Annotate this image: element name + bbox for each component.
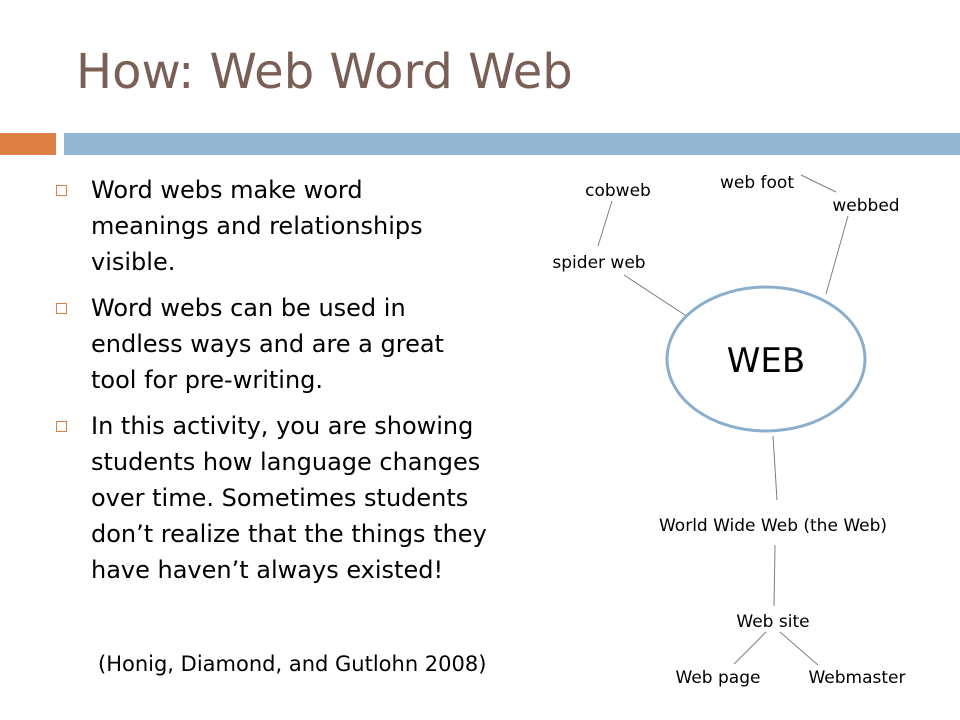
bullet-line: tool for pre-writing.	[91, 366, 324, 394]
bullet-line: meanings and relationships	[91, 212, 423, 240]
square-bullet-icon	[56, 303, 67, 314]
node-world-wide-web: World Wide Web (the Web)	[658, 516, 888, 536]
node-web-foot: web foot	[719, 173, 795, 193]
node-spider-web: spider web	[552, 253, 646, 273]
accent-band-blue	[64, 133, 960, 155]
bullet-line: have haven’t always existed!	[91, 556, 444, 584]
citation: (Honig, Diamond, and Gutlohn 2008)	[98, 652, 487, 676]
square-bullet-icon	[56, 421, 67, 432]
bullet-line: Word webs can be used in	[91, 294, 406, 322]
connector-cobweb-spiderweb	[598, 201, 612, 246]
accent-band-orange	[0, 133, 56, 155]
bullet-item	[56, 290, 556, 398]
square-bullet-icon	[56, 185, 67, 196]
connector-website-webpage	[734, 632, 766, 664]
center-label: WEB	[726, 341, 806, 381]
word-web-diagram	[520, 160, 960, 720]
node-cobweb: cobweb	[585, 181, 651, 201]
node-web-site: Web site	[736, 612, 810, 632]
node-webmaster: Webmaster	[808, 668, 906, 688]
bullet-line: don’t realize that the things they	[91, 520, 487, 548]
bullet-line: visible.	[91, 248, 176, 276]
connector-spiderweb-center	[624, 275, 688, 317]
connector-webfoot-webbed	[801, 175, 836, 192]
node-web-page: Web page	[675, 668, 761, 688]
bullet-line: students how language changes	[91, 448, 481, 476]
node-webbed: webbed	[832, 196, 900, 216]
bullet-item	[56, 408, 556, 588]
connector-center-www	[773, 436, 777, 500]
bullet-line: endless ways and are a great	[91, 330, 444, 358]
connector-webbed-center	[826, 216, 848, 294]
connector-www-website	[774, 545, 775, 606]
bullet-line: In this activity, you are showing	[91, 412, 474, 440]
slide-title: How: Web Word Web	[76, 44, 573, 100]
bullet-list	[56, 172, 556, 598]
bullet-line: over time. Sometimes students	[91, 484, 469, 512]
connector-website-webmaster	[780, 632, 818, 665]
bullet-item	[56, 172, 556, 280]
bullet-line: Word webs make word	[91, 176, 363, 204]
